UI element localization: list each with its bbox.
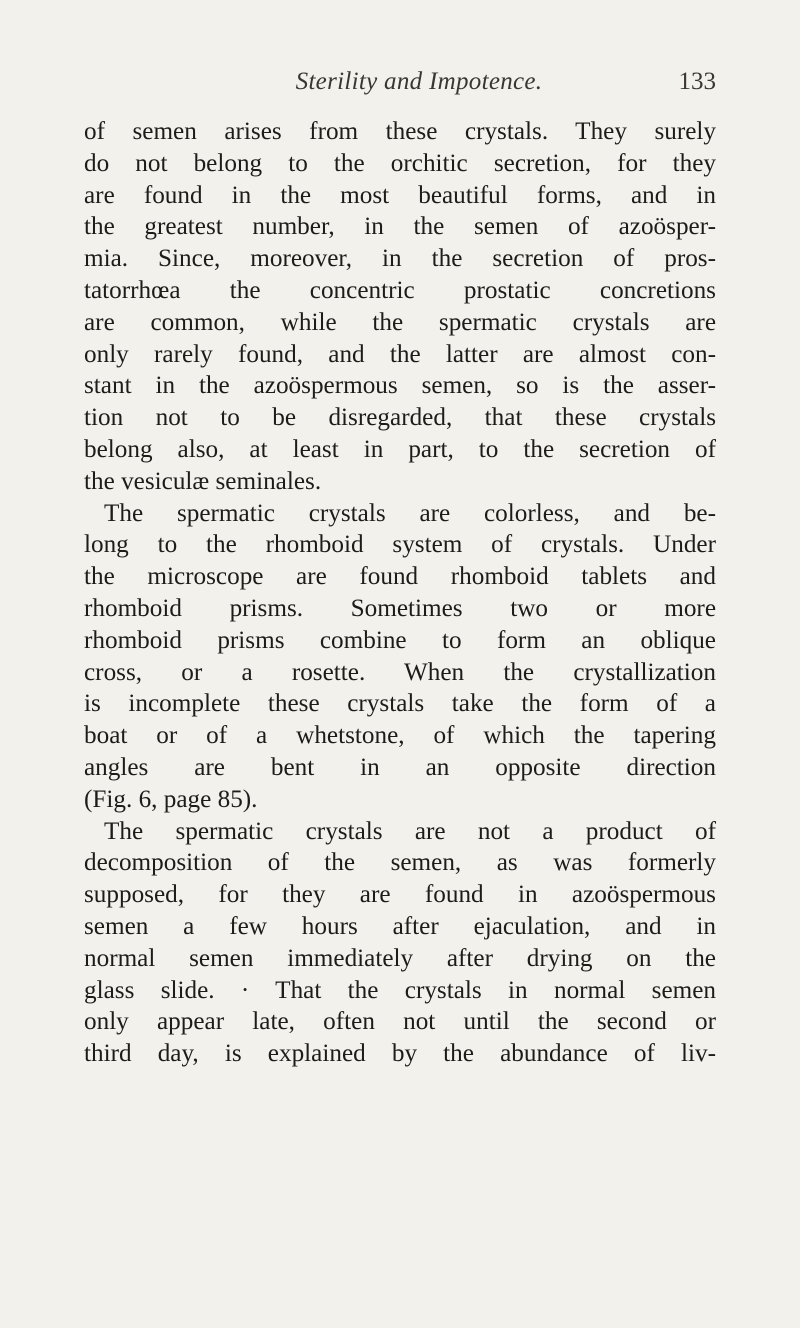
text-line: The spermatic crystals are colorless, and be- <box>104 499 716 527</box>
text-line: tion not to be disregarded, that these crystals <box>84 404 716 432</box>
text-line: boat or of a whetstone, of which the tapering <box>84 722 716 750</box>
text-line: are common, while the spermatic crystals are <box>84 308 716 336</box>
text-line: mia. Since, moreover, in the secretion of pros- <box>84 245 716 273</box>
text-line: of semen arises from these crystals. They surely <box>84 118 716 145</box>
text-line: the greatest number, in the semen of azoösper- <box>84 213 716 241</box>
paragraph-3 <box>84 816 716 1070</box>
text-line: decomposition of the semen, as was formerly <box>84 849 716 877</box>
text-line: only appear late, often not until the second or <box>84 1008 716 1036</box>
text-line: normal semen immediately after drying on the <box>84 944 716 972</box>
text-line: (Fig. 6, page 85). <box>84 785 258 813</box>
text-line: angles are bent in an opposite direction <box>84 753 716 781</box>
text-line: rhomboid prisms. Sometimes two or more <box>84 594 716 622</box>
text-line: the microscope are found rhomboid tablets and <box>84 563 716 591</box>
text-line: is incomplete these crystals take the form of a <box>84 690 716 718</box>
text-line: are found in the most beautiful forms, and in <box>84 181 716 209</box>
text-line: only rarely found, and the latter are almost con- <box>84 340 716 368</box>
paragraph-1 <box>84 116 716 498</box>
text-line: the vesiculæ seminales. <box>84 467 322 495</box>
text-line: stant in the azoöspermous semen, so is the asser- <box>84 372 716 400</box>
body-text <box>84 116 716 1070</box>
text-line: glass slide. · That the crystals in normal semen <box>84 976 716 1004</box>
text-line: supposed, for they are found in azoöspermous <box>84 881 716 909</box>
text-line: long to the rhomboid system of crystals. Under <box>84 531 716 559</box>
running-header <box>84 68 716 108</box>
text-line: belong also, at least in part, to the secretion of <box>84 435 716 463</box>
text-line: third day, is explained by the abundance of liv- <box>84 1040 716 1068</box>
text-line: The spermatic crystals are not a product of <box>104 817 716 845</box>
text-line: tatorrhœa the concentric prostatic concretions <box>84 276 716 304</box>
running-header-title: Sterility and Impotence. <box>295 68 543 95</box>
text-line: cross, or a rosette. When the crystallization <box>84 658 716 686</box>
text-line: do not belong to the orchitic secretion, for they <box>84 149 716 177</box>
page-number: 133 <box>678 68 716 95</box>
text-line: rhomboid prisms combine to form an oblique <box>84 626 716 654</box>
paragraph-2 <box>84 498 716 816</box>
text-line: semen a few hours after ejaculation, and in <box>84 912 716 940</box>
